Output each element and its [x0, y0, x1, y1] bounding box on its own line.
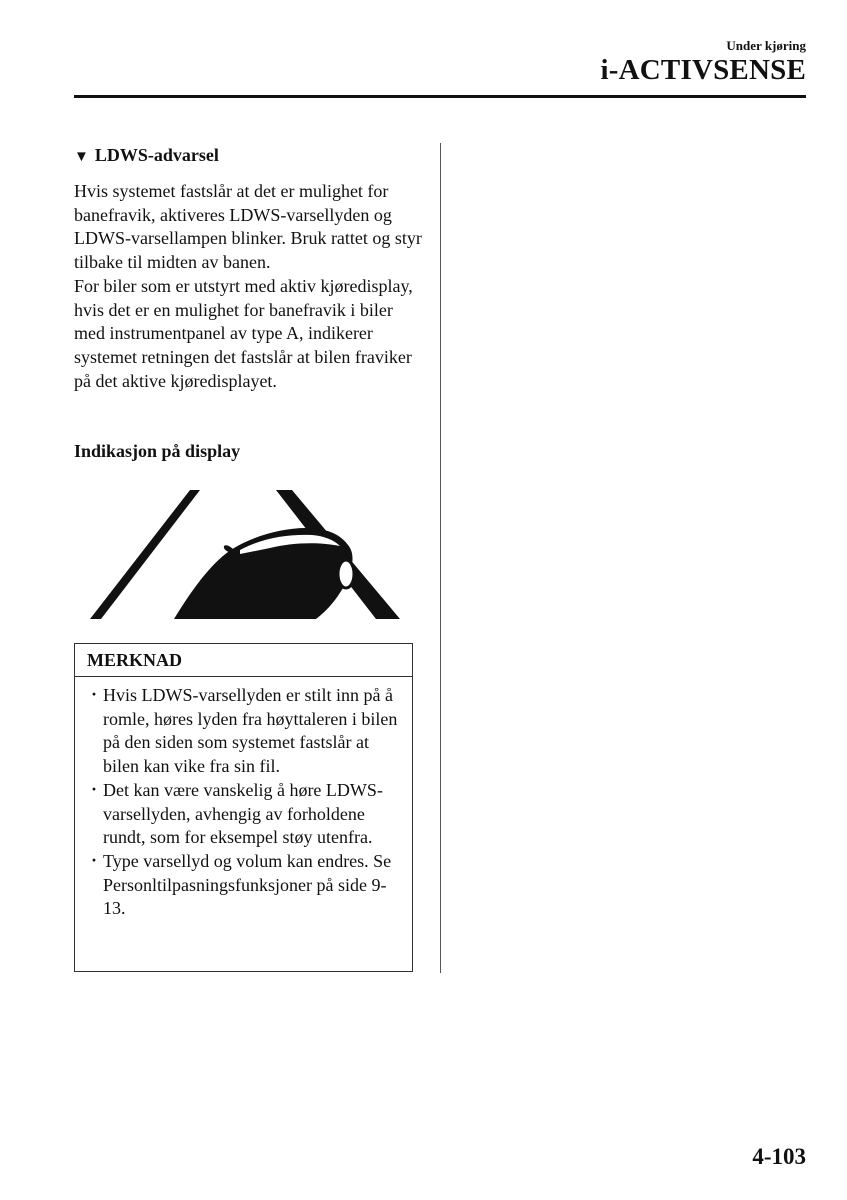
- column-divider: [440, 143, 441, 973]
- note-title: MERKNAD: [75, 644, 412, 677]
- car-wheel: [338, 560, 354, 588]
- paragraph: For biler som er utstyrt med aktiv kjøredisplay, hvis det er en mulighet for banefravik i biler med instrumentpanel av type A, indikerer systemet retningen det fastslår at bilen fraviker på det aktive kjøredisplayet.: [74, 275, 413, 391]
- triangle-marker-icon: ▼: [74, 149, 89, 165]
- left-lane-line: [90, 490, 200, 619]
- body-text: [74, 180, 424, 393]
- section-heading-text: LDWS-advarsel: [94, 145, 219, 165]
- section-heading: [74, 143, 219, 169]
- note-box: [74, 643, 413, 972]
- list-item: · Hvis LDWS-varsellyden er stilt inn på å romle, høres lyden fra høyttaleren i bilen på den siden som systemet fastslår at bilen kan vike fra sin fil.: [103, 684, 404, 779]
- note-list: [75, 677, 412, 921]
- lane-departure-display-icon: [88, 488, 400, 620]
- list-item: · Det kan være vanskelig å høre LDWS-varsellyden, avhengig av forholdene rundt, som for eksempel støy utenfra.: [103, 779, 404, 850]
- list-item: · Type varsellyd og volum kan endres. Se Personltilpasningsfunksjoner på side 9-13.: [103, 850, 404, 921]
- paragraph: Hvis systemet fastslår at det er mulighet for banefravik, aktiveres LDWS-varsellyden og LDWS-varsellampen blinker. Bruk rattet og styr tilbake til midten av banen.: [74, 181, 422, 273]
- chapter-title: i-ACTIVSENSE: [600, 54, 806, 86]
- header-divider: [74, 95, 806, 98]
- section-label: Under kjøring: [726, 38, 806, 53]
- page-number: 4-103: [752, 1144, 806, 1169]
- display-indication-heading: Indikasjon på display: [74, 441, 241, 461]
